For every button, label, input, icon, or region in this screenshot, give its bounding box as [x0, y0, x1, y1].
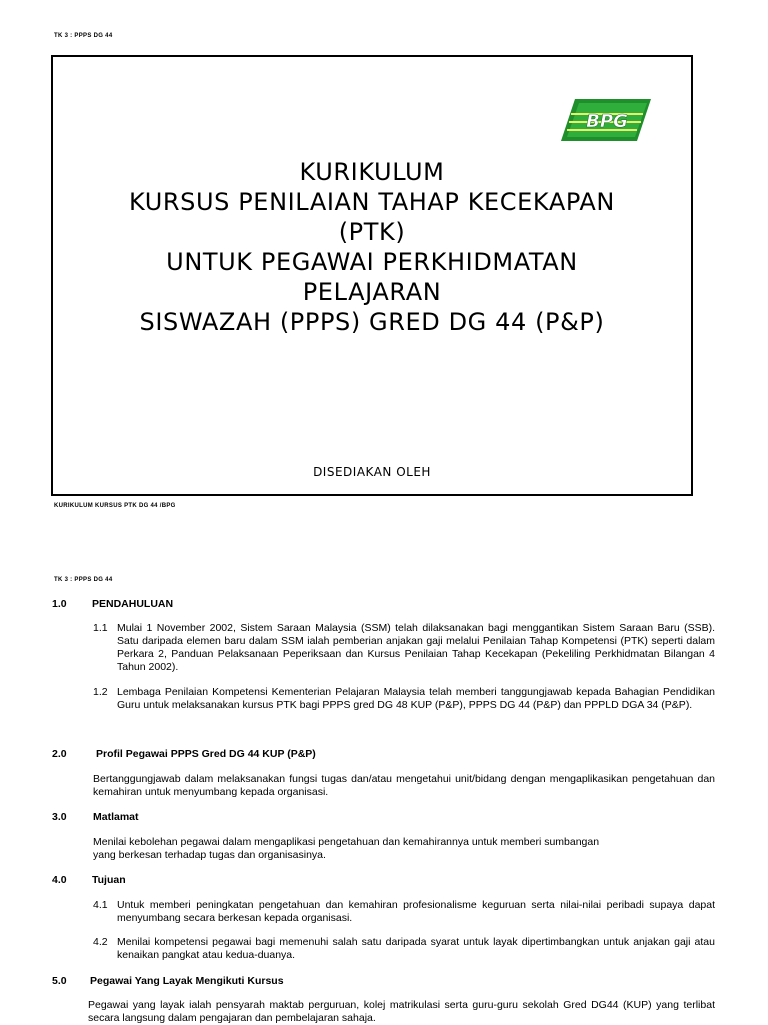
- section-number: 5.0: [52, 975, 67, 987]
- item-text: Menilai kompetensi pegawai bagi memenuhi salah satu daripada syarat untuk layak dipertimbangkan untuk anjakan gaji atau kenaikan pangkat atau kedua-duanya.: [117, 936, 715, 961]
- title-line: UNTUK PEGAWAI PERKHIDMATAN: [166, 248, 578, 276]
- bpg-logo: [561, 99, 651, 141]
- title-line: (PTK): [338, 218, 406, 246]
- section-number: 2.0: [52, 748, 67, 760]
- paragraph: Pegawai yang layak ialah pensyarah maktab perguruan, kolej matrikulasi serta guru-guru sekolah Gred DG44 (KUP) yang terlibat secara langsung dalam pengajaran dan pembelajaran sahaja.: [88, 999, 715, 1024]
- section-title: Matlamat: [93, 811, 139, 823]
- paragraph: Bertanggungjawab dalam melaksanakan fungsi tugas dan/atau mengetahui unit/bidang dengan mengaplikasikan pengetahuan dan kemahiran untuk menyumbang kepada organisasi.: [93, 773, 715, 798]
- page-header: TK 3 : PPPS DG 44: [54, 33, 113, 39]
- title-line: PELAJARAN: [302, 278, 442, 306]
- section-title: PENDAHULUAN: [92, 598, 174, 610]
- section-number: 4.0: [52, 874, 67, 886]
- title-line: KURIKULUM: [299, 158, 445, 186]
- svg-text:BPG: BPG: [586, 111, 628, 132]
- title-line: KURSUS PENILAIAN TAHAP KECEKAPAN: [129, 188, 615, 216]
- item-text: Lembaga Penilaian Kompetensi Kementerian Pelajaran Malaysia telah memberi tanggungjawab kepada Bahagian Pendidikan Guru untuk melaksanakan kursus PTK bagi PPPS gred DG 48 KUP (P&P), PPPS DG 44 (P&P) dan PPPLD DGA 34 (P&P).: [117, 686, 715, 711]
- item-number: 1.2: [93, 686, 108, 698]
- title-line: SISWAZAH (PPPS) GRED DG 44 (P&P): [139, 308, 605, 336]
- item-text: Untuk memberi peningkatan pengetahuan dan kemahiran profesionalisme keguruan serta nilai-nilai peribadi supaya dapat menyumbang secara berkesan kepada organisasi.: [117, 899, 715, 924]
- section-number: 1.0: [52, 598, 67, 610]
- page-footer: KURIKULUM KURSUS PTK DG 44 /BPG: [54, 503, 176, 509]
- document-title: [53, 157, 691, 337]
- item-number: 4.2: [93, 936, 108, 948]
- section-title: Tujuan: [92, 874, 126, 886]
- section-title: Pegawai Yang Layak Mengikuti Kursus: [90, 975, 284, 987]
- section-title: Profil Pegawai PPPS Gred DG 44 KUP (P&P): [96, 748, 316, 760]
- item-number: 4.1: [93, 899, 108, 911]
- item-text: Mulai 1 November 2002, Sistem Saraan Malaysia (SSM) telah dilaksanakan bagi menggantikan Sistem Saraan Baru (SSB). Satu daripada elemen baru dalam SSM ialah pemberian anjakan gaji melalui Penilaian Tahap Kompetensi (PTK) seperti dalam Perkara 2, Panduan Pelaksanaan Peperiksaan dan Kursus Penilaian Tahap Kecekapan (Pekeliling Perkhidmatan Bilangan 4 Tahun 2002).: [117, 622, 715, 673]
- paragraph: [93, 836, 715, 862]
- page-header: TK 3 : PPPS DG 44: [54, 577, 113, 583]
- paragraph-line: Menilai kebolehan pegawai dalam mengaplikasi pengetahuan dan kemahirannya untuk memberi sumbangan: [93, 836, 600, 848]
- cover-box: [51, 55, 693, 496]
- section-number: 3.0: [52, 811, 67, 823]
- prepared-by: DISEDIAKAN OLEH: [313, 465, 431, 479]
- paragraph-line: yang berkesan terhadap tugas dan organisasinya.: [93, 849, 326, 861]
- item-number: 1.1: [93, 622, 108, 634]
